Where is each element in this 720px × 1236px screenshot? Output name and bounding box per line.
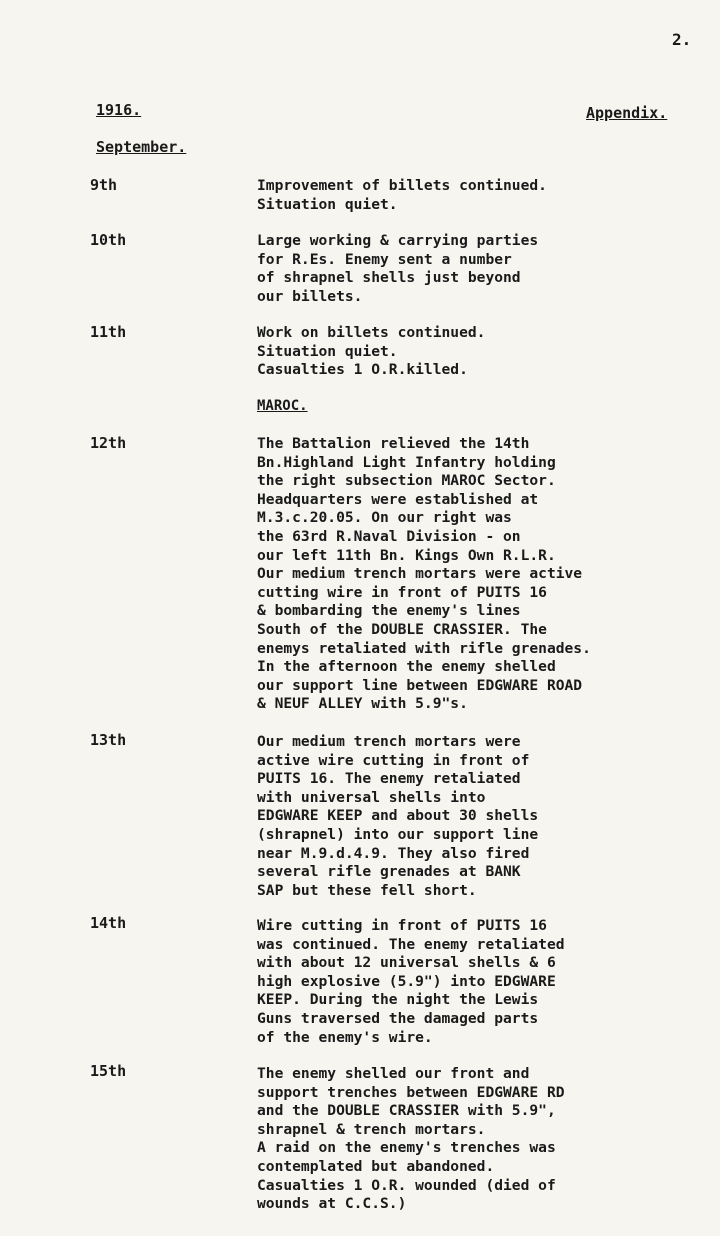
entry-line: cutting wire in front of PUITS 16 — [257, 583, 547, 601]
entry-line: Casualties 1 O.R. wounded (died of — [257, 1176, 556, 1194]
entry-line: shrapnel & trench mortars. — [257, 1120, 486, 1138]
entry-date: 9th — [90, 176, 118, 194]
entry-line: & bombarding the enemy's lines — [257, 602, 521, 620]
entry-line: Situation quiet. — [257, 195, 398, 213]
entry-line: the 63rd R.Naval Division - on — [257, 527, 521, 545]
entry-line: with about 12 universal shells & 6 — [257, 954, 556, 972]
entry-date: 13th — [90, 731, 127, 749]
entry-line: near M.9.d.4.9. They also fired — [257, 844, 530, 862]
year-heading: 1916. — [96, 101, 142, 119]
entry-line: our support line between EDGWARE ROAD — [257, 676, 583, 694]
entry-line: and the DOUBLE CRASSIER with 5.9", — [257, 1102, 556, 1120]
entry-line: Bn.Highland Light Infantry holding — [257, 453, 556, 471]
entry-line: A raid on the enemy's trenches was — [257, 1139, 556, 1157]
section-heading: MAROC. — [257, 398, 308, 414]
entry-date: 12th — [90, 434, 127, 452]
entry-line: our left 11th Bn. Kings Own R.L.R. — [257, 546, 556, 564]
entry-line: of the enemy's wire. — [257, 1028, 433, 1046]
page-number: 2. — [672, 30, 692, 49]
entry-text — [257, 917, 697, 1047]
entry-line: for R.Es. Enemy sent a number — [257, 250, 512, 268]
month-heading: September. — [96, 138, 187, 156]
entry-line: with universal shells into — [257, 788, 486, 806]
entry-text — [257, 435, 697, 714]
entry-line: high explosive (5.9") into EDGWARE — [257, 972, 556, 990]
entry-line: Large working & carrying parties — [257, 232, 539, 249]
entry-line: Improvement of billets continued. — [257, 177, 547, 194]
entry-line: support trenches between EDGWARE RD — [257, 1083, 565, 1101]
entry-date: 10th — [90, 231, 127, 249]
entry-date: 14th — [90, 914, 127, 932]
entry-line: Guns traversed the damaged parts — [257, 1009, 539, 1027]
entry-line: Wire cutting in front of PUITS 16 — [257, 917, 547, 934]
entry-line: KEEP. During the night the Lewis — [257, 991, 539, 1009]
entry-line: our billets. — [257, 287, 363, 305]
entry-line: wounds at C.C.S.) — [257, 1195, 407, 1213]
appendix-heading: Appendix. — [586, 104, 668, 122]
entry-line: PUITS 16. The enemy retaliated — [257, 770, 521, 788]
entry-line: In the afternoon the enemy shelled — [257, 658, 556, 676]
entry-line: Work on billets continued. — [257, 324, 486, 341]
entry-date: 15th — [90, 1062, 127, 1080]
entry-line: The enemy shelled our front and — [257, 1065, 530, 1082]
entry-line: South of the DOUBLE CRASSIER. The — [257, 620, 547, 638]
entry-line: active wire cutting in front of — [257, 751, 530, 769]
entry-line: Our medium trench mortars were — [257, 733, 521, 750]
entry-line: EDGWARE KEEP and about 30 shells — [257, 807, 539, 825]
entry-line: the right subsection MAROC Sector. — [257, 472, 556, 490]
entry-text — [257, 1065, 697, 1214]
entry-line: (shrapnel) into our support line — [257, 825, 539, 843]
entry-line: enemys retaliated with rifle grenades. — [257, 639, 591, 657]
entry-line: Casualties 1 O.R.killed. — [257, 361, 468, 379]
entry-line: M.3.c.20.05. On our right was — [257, 509, 512, 527]
entry-line: several rifle grenades at BANK — [257, 863, 521, 881]
entry-line: Headquarters were established at — [257, 490, 539, 508]
entry-text — [257, 733, 697, 900]
entry-line: Situation quiet. — [257, 342, 398, 360]
entry-line: was continued. The enemy retaliated — [257, 935, 565, 953]
entry-text — [257, 324, 697, 380]
entry-text — [257, 232, 697, 306]
entry-line: Our medium trench mortars were active — [257, 565, 583, 583]
entry-text — [257, 177, 697, 214]
entry-line: & NEUF ALLEY with 5.9"s. — [257, 695, 468, 713]
entry-line: The Battalion relieved the 14th — [257, 435, 530, 452]
entry-line: contemplated but abandoned. — [257, 1157, 495, 1175]
entry-line: of shrapnel shells just beyond — [257, 269, 521, 287]
entry-date: 11th — [90, 323, 127, 341]
entry-line: SAP but these fell short. — [257, 881, 477, 899]
